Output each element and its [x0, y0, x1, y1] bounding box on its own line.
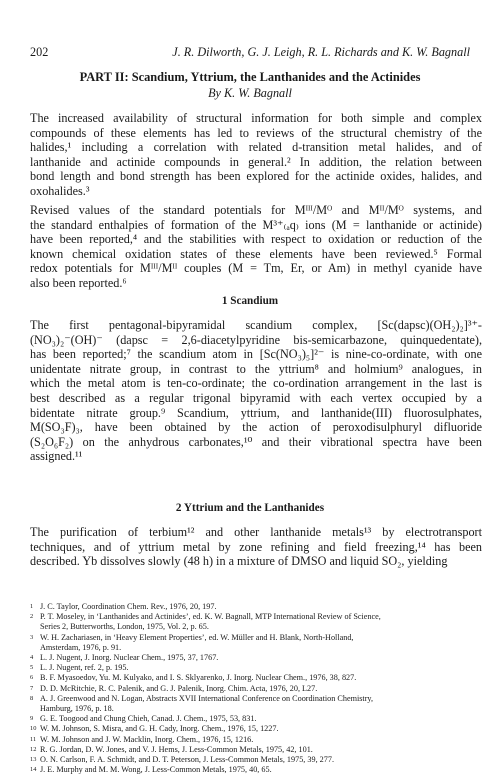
- reference-number: 14: [30, 766, 37, 774]
- section-heading-scandium: 1 Scandium: [221, 295, 279, 307]
- reference-text: W. M. Johnson, S. Misra, and G. H. Cady, Inorg. Chem., 1976, 15, 1227.: [40, 724, 279, 734]
- reference-number: 13: [30, 756, 37, 764]
- text-line: the standard enthalpies of formation of the M³⁺₍ₐq₎ ions (M = lanthanide or actinide): [30, 217, 482, 232]
- text-line: have been reported,⁴ and the stabilities with respect to oxidation or reduction of the: [30, 232, 482, 247]
- reference-item: [30, 663, 485, 673]
- references-list: [30, 602, 485, 775]
- reference-item: [30, 724, 485, 734]
- reference-text: B. F. Myasoedov, Yu. M. Kulyako, and I. S. Sklyarenko, J. Inorg. Nuclear Chem., 1976, 38, 827.: [40, 673, 357, 683]
- intro-paragraph-1: [30, 111, 482, 199]
- reference-item: [30, 714, 485, 724]
- reference-number: 5: [30, 664, 34, 672]
- reference-item: [30, 765, 485, 775]
- running-head: [30, 45, 470, 59]
- text-line: halides,¹ including a correlation with related d-transition metal halides, and of: [30, 140, 482, 155]
- byline: By K. W. Bagnall: [208, 86, 292, 100]
- text-line: (S₂O₆F₂) on the anhydrous carbonates,¹⁰ and their vibrational spectra have been: [30, 434, 482, 449]
- text-line: best described as a regular trigonal bipyramid with each vertex occupied by a: [30, 390, 482, 405]
- reference-number: 1: [30, 603, 34, 610]
- reference-item: [30, 653, 485, 663]
- reference-text: Series 2, Butterworths, London, 1975, Vol. 2, p. 65.: [40, 622, 209, 632]
- text-line: unidentate nitrate group, in contrast to the yttrium⁸ and holmium⁹ analogues, in: [30, 361, 482, 376]
- reference-item: [30, 745, 485, 755]
- reference-text: D. D. McRitchie, R. C. Palenik, and G. J. Palenik, Inorg. Chim. Acta, 1976, 20, L27.: [40, 683, 318, 693]
- reference-text: A. J. Greenwood and N. Logan, Abstracts XVII International Conference on Coordination Chemistry,: [40, 693, 374, 703]
- text-line: Revised values of the standard potentials for Mᴵᴵᴵ/Mᴼ and Mᴵᴵ/Mᴼ systems, and: [30, 203, 482, 217]
- reference-item: [30, 755, 485, 765]
- reference-number: 7: [30, 684, 34, 692]
- reference-item: [30, 735, 485, 745]
- text-line: oxohalides.³: [30, 183, 90, 198]
- reference-number: 9: [30, 715, 34, 723]
- text-line: redox potentials for Mᴵᴵᴵ/Mᴵᴵ couples (M = Tm, Er, or Am) in methyl cyanide have: [30, 261, 482, 276]
- reference-number: 2: [30, 613, 34, 621]
- reference-text: O. N. Carlson, F. A. Schmidt, and D. T. Peterson, J. Less-Common Metals, 1975, 39, 277.: [40, 755, 335, 765]
- reference-text: G. E. Toogood and Chung Chieh, Canad. J. Chem., 1975, 53, 831.: [40, 714, 257, 724]
- reference-number: 8: [30, 694, 34, 702]
- scandium-paragraph: [30, 318, 482, 464]
- reference-item: [30, 694, 485, 714]
- yttrium-paragraph: [30, 525, 482, 569]
- text-line: described. Yb dissolves slowly (48 h) in a mixture of DMSO and liquid SO₂, yielding: [30, 554, 448, 569]
- reference-text: J. C. Taylor, Coordination Chem. Rev., 1976, 20, 197.: [40, 602, 217, 611]
- text-line: also been reported.⁶: [30, 275, 127, 290]
- text-line: The increased availability of structural information for both simple and complex: [30, 111, 482, 125]
- text-line: M(SO₃F)₃, have been obtained by the action of peroxodisulphuryl difluoride: [30, 420, 482, 435]
- reference-number: 3: [30, 633, 34, 641]
- text-line: The first pentagonal-bipyramidal scandium complex, [Sc(dapsc)(OH₂)₂]³⁺-: [30, 318, 482, 332]
- text-line: has been reported;⁷ the scandium atom in [Sc(NO₃)₅]²⁻ is nine-co-ordinate, with one: [30, 347, 482, 362]
- running-head-authors: J. R. Dilworth, G. J. Leigh, R. L. Richards and K. W. Bagnall: [172, 45, 470, 59]
- section-heading-yttrium-lanthanides: 2 Yttrium and the Lanthanides: [175, 502, 325, 514]
- reference-text: Hamburg, 1976, p. 18.: [40, 704, 114, 714]
- reference-item: [30, 602, 485, 612]
- text-line: (NO₃)₂⁻(OH)⁻ (dapsc = 2,6-diacetylpyridine bis-semicarbazone, quinquedentate),: [30, 332, 482, 347]
- text-line: bond length and bond strength has been explored for the actinide oxides, halides, and: [30, 169, 482, 184]
- reference-text: L. J. Nugent, ref. 2, p. 195.: [40, 663, 129, 673]
- text-line: techniques, and of yttrium metal by zone refining and field freezing,¹⁴ has been: [30, 539, 482, 554]
- text-line: assigned.¹¹: [30, 449, 83, 464]
- reference-text: W. M. Johnson and J. W. Macklin, Inorg. Chem., 1976, 15, 1216.: [40, 734, 254, 744]
- reference-item: [30, 612, 485, 632]
- part-title: PART II: Scandium, Yttrium, the Lanthanides and the Actinides: [79, 70, 421, 84]
- text-line: lanthanide and actinide compounds in general.² In addition, the relation between: [30, 154, 482, 169]
- intro-paragraph-2: [30, 203, 482, 291]
- text-line: The purification of terbium¹² and other lanthanide metals¹³ by electrotransport: [30, 525, 482, 539]
- reference-text: R. G. Jordan, D. W. Jones, and V. J. Hems, J. Less-Common Metals, 1975, 42, 101.: [40, 744, 313, 754]
- text-line: bidentate nitrate group.⁹ Scandium, yttrium, and lanthanide(III) fluorosulphates,: [30, 405, 482, 420]
- reference-item: [30, 684, 485, 694]
- reference-text: Amsterdam, 1976, p. 91.: [40, 642, 122, 652]
- reference-number: 11: [30, 735, 37, 743]
- reference-item: [30, 633, 485, 653]
- reference-number: 10: [30, 725, 37, 733]
- reference-text: W. H. Zachariasen, in ‘Heavy Element Properties’, ed. W. Müller and H. Blank, North-Holland,: [40, 632, 354, 642]
- reference-text: L. J. Nugent, J. Inorg. Nuclear Chem., 1975, 37, 1767.: [40, 653, 219, 663]
- text-line: known chemical oxidation states of these elements have been reviewed.⁵ Formal: [30, 246, 482, 261]
- reference-number: 12: [30, 745, 37, 753]
- reference-item: [30, 673, 485, 683]
- text-line: which the metal atom is ten-co-ordinate; the co-ordination arrangement in the last is: [30, 376, 482, 391]
- text-line: compounds of these elements has led to reviews of the structural chemistry of the: [30, 125, 482, 140]
- reference-text: P. T. Moseley, in ‘Lanthanides and Actinides’, ed. K. W. Bagnall, MTP International Review of Science,: [40, 612, 381, 622]
- reference-text: J. E. Murphy and M. M. Wong, J. Less-Common Metals, 1975, 40, 65.: [40, 765, 272, 775]
- page-number: 202: [30, 45, 49, 59]
- reference-number: 6: [30, 674, 34, 682]
- reference-number: 4: [30, 654, 34, 662]
